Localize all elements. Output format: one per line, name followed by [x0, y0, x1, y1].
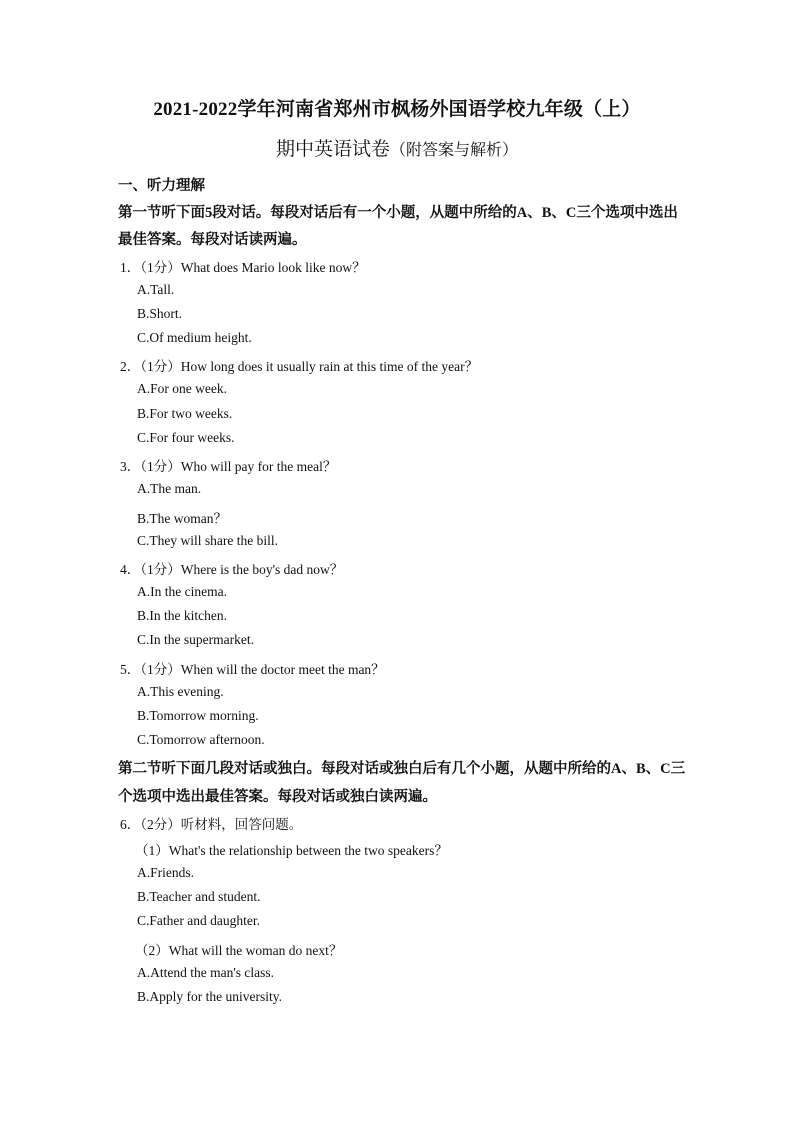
- part2-instruction-line2: 个选项中选出最佳答案。每段对话或独白读两遍。: [118, 789, 437, 805]
- question-5-option-c: C.Tomorrow afternoon.: [137, 732, 265, 747]
- question-3-stem: 3．（1分）Who will pay for the meal？: [120, 459, 337, 474]
- question-4-option-b: B.In the kitchen.: [137, 608, 227, 623]
- question-1-option-c: C.Of medium height.: [137, 330, 252, 345]
- question-2-option-a: A.For one week.: [137, 381, 227, 396]
- question-6-sub-1-option-c: C.Father and daughter.: [137, 913, 260, 928]
- question-6-sub-1: （1）What's the relationship between the two speakers？: [135, 843, 448, 858]
- question-5-option-b: B.Tomorrow morning.: [137, 708, 259, 723]
- section-heading: 一、听力理解: [118, 178, 205, 194]
- question-2-option-c: C.For four weeks.: [137, 430, 235, 445]
- part2-instruction-line1: 第二节听下面几段对话或独白。每段对话或独白后有几个小题，从题中所给的A、B、C三: [118, 761, 686, 777]
- question-3-option-b: B.The woman？: [137, 511, 227, 526]
- question-2-option-b: B.For two weeks.: [137, 406, 233, 421]
- question-4-option-c: C.In the supermarket.: [137, 632, 254, 647]
- document-subtitle: [0, 134, 794, 161]
- question-6-stem: 6．（2分）听材料，回答问题。: [120, 817, 303, 832]
- question-6-sub-1-option-a: A.Friends.: [137, 865, 194, 880]
- question-2-stem: 2．（1分）How long does it usually rain at this time of the year？: [120, 359, 479, 374]
- question-5-option-a: A.This evening.: [137, 684, 224, 699]
- question-3-option-c: C.They will share the bill.: [137, 533, 278, 548]
- question-1-stem: 1．（1分）What does Mario look like now？: [120, 260, 366, 275]
- question-4-option-a: A.In the cinema.: [137, 584, 227, 599]
- question-3-option-a: A.The man.: [137, 481, 202, 496]
- question-6-sub-2: （2）What will the woman do next？: [135, 943, 343, 958]
- question-6-sub-1-option-b: B.Teacher and student.: [137, 889, 261, 904]
- question-1-option-b: B.Short.: [137, 306, 183, 321]
- question-4-stem: 4．（1分）Where is the boy's dad now？: [120, 562, 344, 577]
- question-5-stem: 5．（1分）When will the doctor meet the man？: [120, 662, 385, 677]
- question-6-sub-2-option-a: A.Attend the man's class.: [137, 965, 275, 980]
- subtitle-main: 期中英语试卷: [275, 139, 390, 160]
- subtitle-note: （附答案与解析）: [390, 142, 519, 159]
- question-1-option-a: A.Tall.: [137, 282, 175, 297]
- part1-instruction-line1: 第一节听下面5段对话。每段对话后有一个小题，从题中所给的A、B、C三个选项中选出: [118, 205, 678, 221]
- question-6-sub-2-option-b: B.Apply for the university.: [137, 989, 282, 1004]
- document-title: 2021-2022学年河南省郑州市枫杨外国语学校九年级（上）: [153, 99, 641, 120]
- part1-instruction-line2: 最佳答案。每段对话读两遍。: [118, 232, 307, 248]
